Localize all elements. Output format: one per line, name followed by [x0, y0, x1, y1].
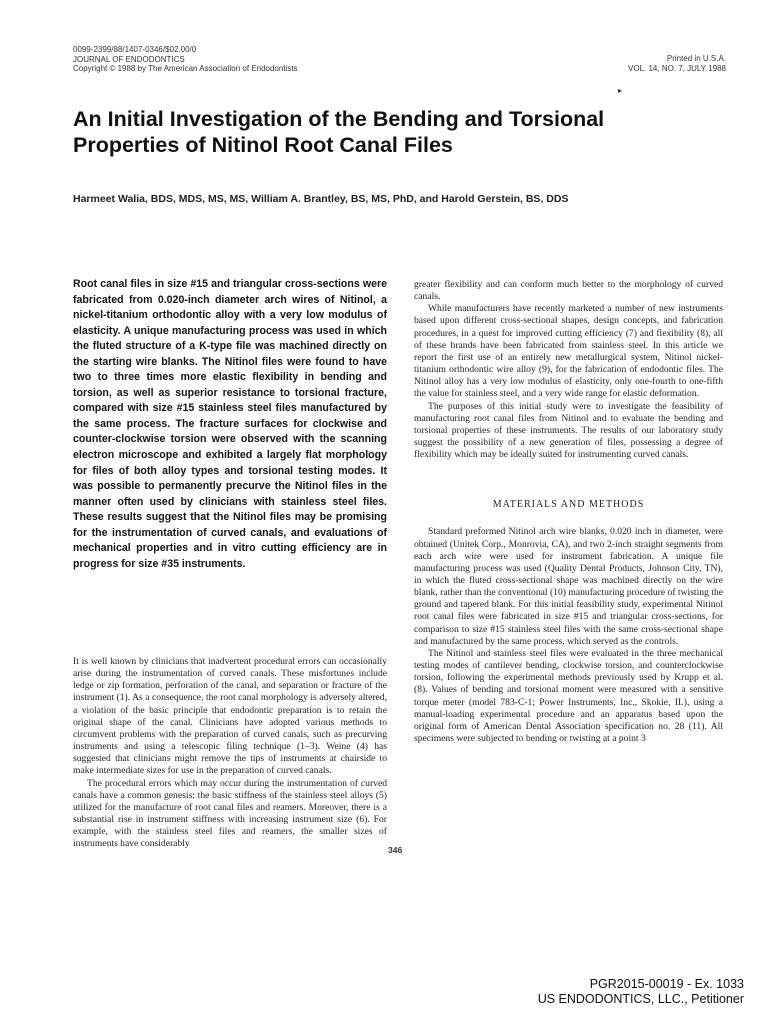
- article-abstract: Root canal files in size #15 and triangular cross-sections were fabricated from 0.020-inch diameter arch wires of Nitinol, a nickel-titanium orthodontic alloy with a very low modulus of elasticity. A unique manufacturing process was used in which the fluted structure of a K-type file was machined directly on the starting wire blanks. The Nitinol files were found to have two to three times more elastic flexibility in bending and torsion, as well as superior resistance to torsional fracture, compared with size #15 stainless steel files manufactured by the same process. The fracture surfaces for clockwise and counter-clockwise torsion were observed with the scanning electron microscope and exhibited a largely flat morphology for files of both alloy types and torsional testing modes. It was possible to permanently precurve the Nitinol files in the manner often used by clinicians with stainless steel files. These results suggest that the Nitinol files may be promising for the instrumentation of curved canals, and evaluations of mechanical properties and in vitro cutting efficiency are in progress for size #35 instruments.: [73, 278, 387, 570]
- corner-mark: ▸: [618, 86, 623, 95]
- body-paragraph: It is well known by clinicians that inadvertent procedural errors can occasionally arise during the instrumentation of curved canals. These misfortunes include ledge or zip formation, perforation of the canal, and separation or fracture of the instrument (1). As a consequence, the root canal morphology is adversely altered, a violation of the basic principle that endodontic preparation is to retain the original shape of the canal. Clinicians have adopted various methods to circumvent problems with the preparation of curved canals, such as precurving instruments and using a telescopic filing technique (1–3). Weine (4) has suggested that clinicians might remove the tips of instruments at chairside to make intermediate sizes for use in the preparation of curved canals.: [73, 656, 387, 777]
- body-paragraph: The procedural errors which may occur during the instrumentation of curved canals have a common genesis: the basic stiffness of the stainless steel alloys (5) utilized for the manufacture of root canal files and reamers. Moreover, there is a substantial rise in instrument stiffness with increasing instrument size (6). For example, with the stainless steel files and reamers, the smaller sizes of instruments have considerably: [73, 777, 387, 850]
- journal-issn: 0099-2399/88/1407-0346/$02.00/0: [73, 45, 197, 54]
- left-column: [73, 656, 387, 851]
- body-paragraph: The purposes of this initial study were to investigate the feasibility of manufacturing root canal files from Nitinol and to evaluate the bending and torsional properties of these instruments. The results of our laboratory study suggest the possibility of a new generation of files, possessing a degree of flexibility which may be ideally suited for instrumenting curved canals.: [414, 400, 723, 461]
- journal-header-left: [73, 45, 393, 74]
- body-paragraph: Standard preformed Nitinol arch wire blanks, 0.020 inch in diameter, were obtained (Unitek Corp., Monrovia, CA), and two 2-inch straight segments from each arch wire were used for instrument fabrication. A unique file manufacturing process was used (Quality Dental Products, Johnson City, TN), in which the fluted cross-sectional shape was machined directly on the wire blank, rather than the conventional (10) manufacturing procedure of twisting the ground and tapered blank. For this initial feasibility study, experimental Nitinol root canal files were fabricated in size #15 and triangular cross-sections, for comparison to size #15 stainless steel files with the same cross-sectional shape and manufactured by the same process, which served as the controls.: [414, 526, 723, 647]
- body-paragraph: greater flexibility and can conform much better to the morphology of curved canals.: [414, 279, 723, 303]
- exhibit-party: US ENDODONTICS, LLC., Petitioner: [537, 992, 744, 1006]
- printed-in: Printed in U.S.A.: [666, 54, 726, 63]
- article-title: An Initial Investigation of the Bending and Torsional Properties of Nitinol Root Canal Files: [73, 107, 605, 157]
- page-number: 346: [388, 845, 403, 855]
- journal-name: JOURNAL OF ENDODONTICS: [73, 54, 185, 64]
- exhibit-number: PGR2015-00019 - Ex. 1033: [589, 977, 744, 991]
- article-authors: Harmeet Walia, BDS, MDS, MS, MS, William A. Brantley, BS, MS, PhD, and Harold Gerstein, BS, DDS: [73, 193, 569, 205]
- exhibit-stamp: [538, 977, 744, 1007]
- body-paragraph: While manufacturers have recently marketed a number of new instruments based upon different cross-sectional shapes, design concepts, and fabrication procedures, in a quest for improved cutting efficiency (7) and flexibility (8), all of these brands have been fabricated from stainless steel. In this article we report the first use of an entirely new metallurgical system, Nitinol nickel-titanium orthodontic wire alloy (9), for the fabrication of endodontic files. The Nitinol alloy has a very low modulus of elasticity, only one-fourth to one-fifth the value for stainless steel, and a very wide range for elastic deformation.: [414, 303, 723, 400]
- body-paragraph: The Nitinol and stainless steel files were evaluated in the three mechanical testing modes of cantilever bending, clockwise torsion, and counterclockwise torsion, following the experimental methods previously used by Krupp et al. (8). Values of bending and torsional moment were measured with a sensitive torque meter (model 783-C-1; Power Instruments, Inc., Skokie, IL), using a manual-loading experimental procedure and an apparatus based upon the original form of American Dental Association specification no. 28 (11). All specimens were subjected to bending or twisting at a point 3: [414, 647, 723, 744]
- volume-issue: VOL. 14, NO. 7, JULY 1988: [628, 63, 726, 73]
- journal-copyright: Copyright © 1988 by The American Association of Endodontists: [73, 64, 298, 73]
- journal-header-right: [506, 54, 726, 73]
- right-column: [414, 279, 723, 745]
- section-heading-materials-methods: MATERIALS AND METHODS: [492, 499, 645, 511]
